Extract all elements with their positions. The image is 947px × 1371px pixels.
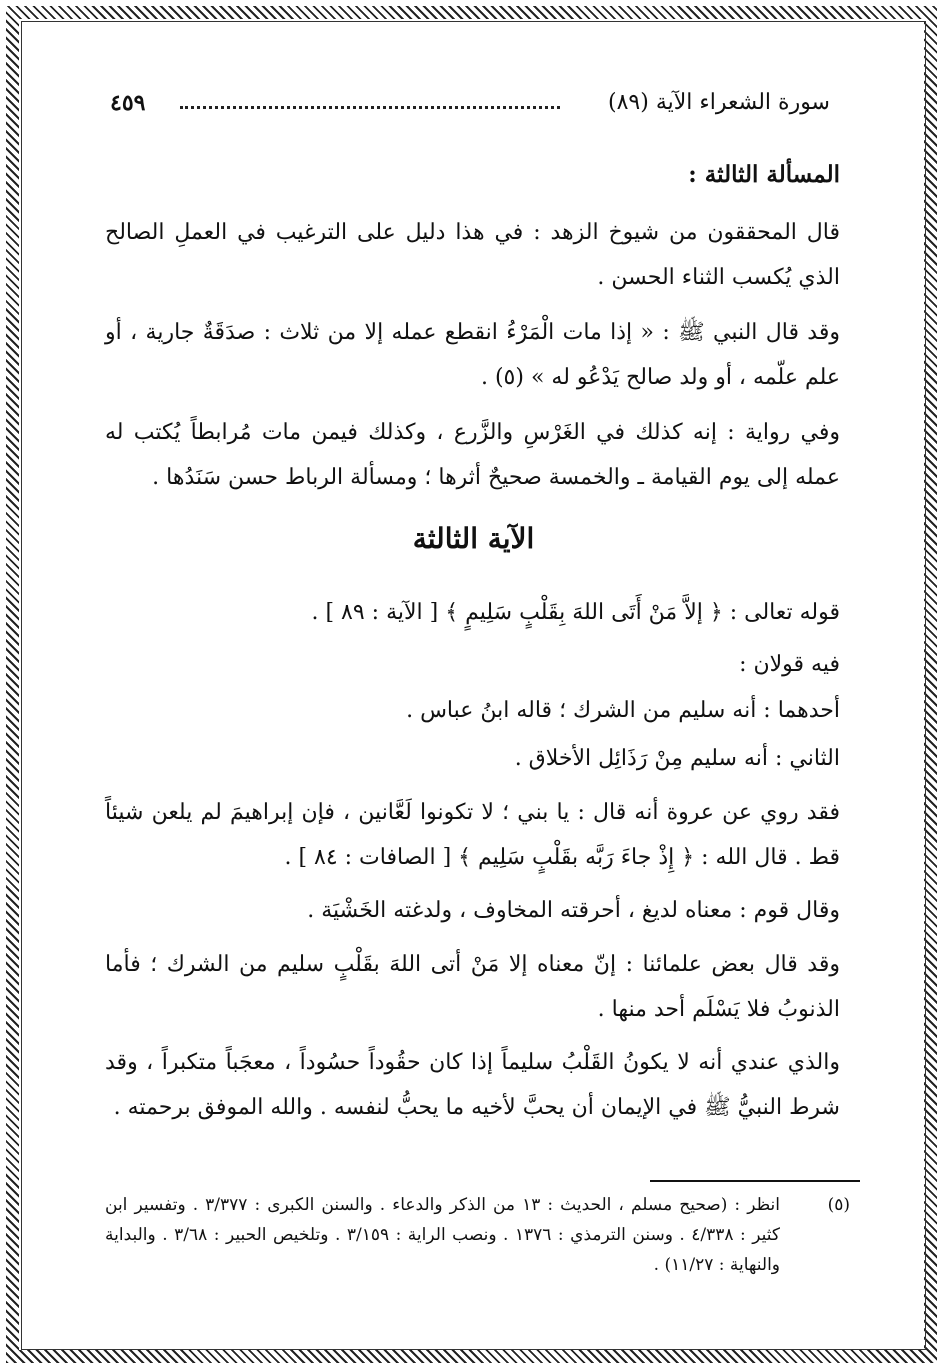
paragraph-riwaya: وفي رواية : إنه كذلك في الغَرْسِ والزَّرع ، وكذلك فيمن مات مُرابطاً يُكتب له عمله إلى يوم القيامة ـ والخمسة صحيحٌ أثرها ؛ ومسألة الرباط حسن سَنَدُها .	[105, 420, 840, 490]
page-number: ٤٥٩	[110, 90, 146, 116]
verse-quote: قوله تعالى : ﴿ إلاَّ مَنْ أَتَى اللهَ بِقَلْبٍ سَلِيمٍ ﴾ [ الآية : ٨٩ ] .	[311, 600, 840, 625]
footnote-separator	[650, 1180, 860, 1182]
header-leader-dots	[180, 106, 560, 109]
paragraph-final: والذي عندي أنه لا يكونُ القَلْبُ سليماً إذا كان حقُوداً حسُوداً ، معجَباً متكبراً ، وقد شرط النبيُّ ﷺ في الإيمان أن يحبَّ لأخيه ما يحبُّ لنفسه . والله الموفق برحمته .	[105, 1050, 841, 1120]
footnote-text: انظر : (صحيح مسلم ، الحديث : ١٣ من الذكر والدعاء . والسنن الكبرى : ٣/٣٧٧ . وتفسير ابن كثير : ٤/٣٣٨ . وسنن الترمذي : ١٣٧٦ . ونصب الراية : ٣/١٥٩ . وتلخيص الحبير : ٣/٦٨ . والبداية والنهاية : ١١/٢٧) .	[105, 1195, 780, 1275]
paragraph-zuhd: قال المحققون من شيوخ الزهد : في هذا دليل على الترغيب في العملِ الصالح الذي يُكسب الثناء الحسن .	[105, 220, 840, 290]
footnote-number: (٥)	[827, 1195, 850, 1215]
view-first: أحدهما : أنه سليم من الشرك ؛ قاله ابنُ عباس .	[406, 698, 840, 723]
header-title: سورة الشعراء الآية (٨٩)	[608, 90, 830, 115]
running-header	[110, 90, 830, 122]
paragraph-urwa: فقد روي عن عروة أنه قال : يا بني ؛ لا تكونوا لَعَّانين ، فإن إبراهيمَ لم يلعن شيئاً قط . قال الله : ﴿ إِذْ جاءَ رَبَّه بقَلْبٍ سَلِيم ﴾ [ الصافات : ٨٤ ] .	[105, 800, 840, 870]
footnote	[105, 1190, 850, 1280]
view-second: الثاني : أنه سليم مِنْ رَذَائِل الأخلاق .	[514, 746, 840, 771]
paragraph-hadith: وقد قال النبي ﷺ : « إذا مات الْمَرْءُ انقطع عمله إلا من ثلاث : صدَقَةٌ جارية ، أو علم علّمه ، أو ولد صالح يَدْعُو له » (٥) .	[105, 320, 840, 390]
paragraph-ulama: وقد قال بعض علمائنا : إنّ معناه إلا مَنْ أتى اللهَ بقَلْبٍ سليم من الشرك ؛ فأما الذنوبُ فلا يَسْلَم أحد منها .	[105, 952, 840, 1022]
two-views-label: فيه قولان :	[739, 652, 840, 677]
paragraph-qawm: وقال قوم : معناه لديغ ، أحرقته المخاوف ، ولدغته الخَشْيَة .	[307, 898, 840, 923]
verse-heading: الآية الثالثة	[412, 522, 535, 555]
section-heading: المسألة الثالثة :	[688, 161, 840, 188]
